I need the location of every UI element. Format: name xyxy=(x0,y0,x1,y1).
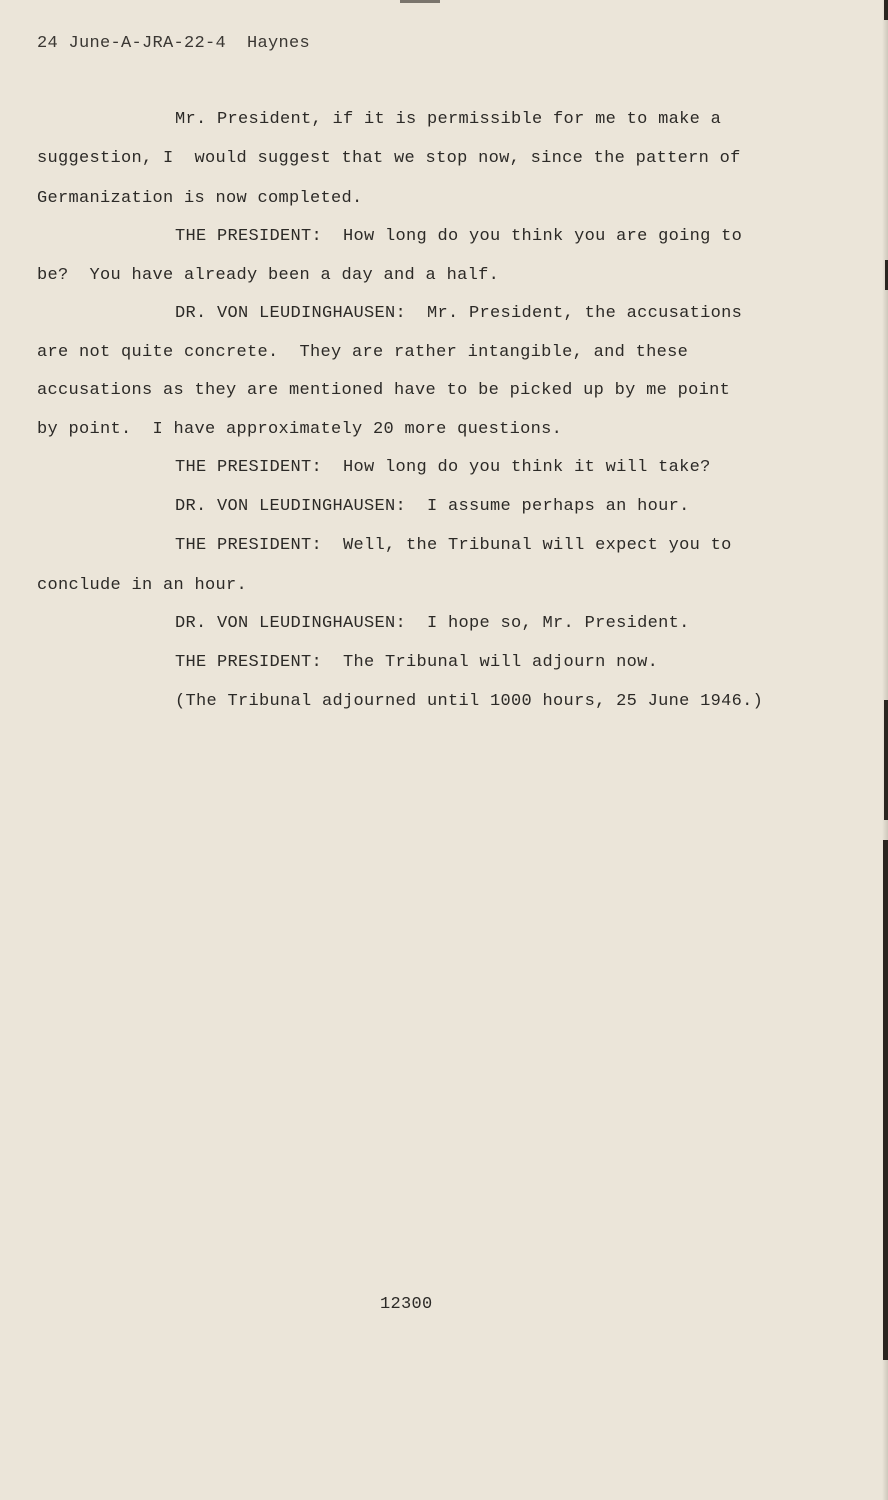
transcript-line: DR. VON LEUDINGHAUSEN: I hope so, Mr. President. xyxy=(175,614,690,633)
page-top-edge-mark xyxy=(400,0,440,3)
transcript-line: THE PRESIDENT: How long do you think you are going to xyxy=(175,227,743,246)
transcript-line: conclude in an hour. xyxy=(37,576,248,595)
transcript-line: THE PRESIDENT: Well, the Tribunal will expect you to xyxy=(175,536,732,555)
transcript-line: be? You have already been a day and a half. xyxy=(37,266,500,285)
transcript-line: THE PRESIDENT: The Tribunal will adjourn now. xyxy=(175,653,659,672)
document-header: 24 June-A-JRA-22-4 Haynes xyxy=(37,34,311,53)
page-edge-mark xyxy=(883,840,888,1360)
transcript-line: DR. VON LEUDINGHAUSEN: I assume perhaps an hour. xyxy=(175,497,690,516)
page-edge-mark xyxy=(884,0,888,20)
transcript-line: THE PRESIDENT: How long do you think it will take? xyxy=(175,458,711,477)
transcript-line: by point. I have approximately 20 more questions. xyxy=(37,420,563,439)
transcript-line: Mr. President, if it is permissible for me to make a xyxy=(175,110,722,129)
transcript-line: Germanization is now completed. xyxy=(37,189,363,208)
transcript-line: DR. VON LEUDINGHAUSEN: Mr. President, the accusations xyxy=(175,304,743,323)
transcript-line: (The Tribunal adjourned until 1000 hours, 25 June 1946.) xyxy=(175,692,764,711)
transcript-line: suggestion, I would suggest that we stop now, since the pattern of xyxy=(37,149,741,168)
transcript-line: are not quite concrete. They are rather intangible, and these xyxy=(37,343,689,362)
page-edge-mark xyxy=(884,700,888,820)
transcript-line: accusations as they are mentioned have to be picked up by me point xyxy=(37,381,731,400)
page-number: 12300 xyxy=(380,1295,433,1314)
